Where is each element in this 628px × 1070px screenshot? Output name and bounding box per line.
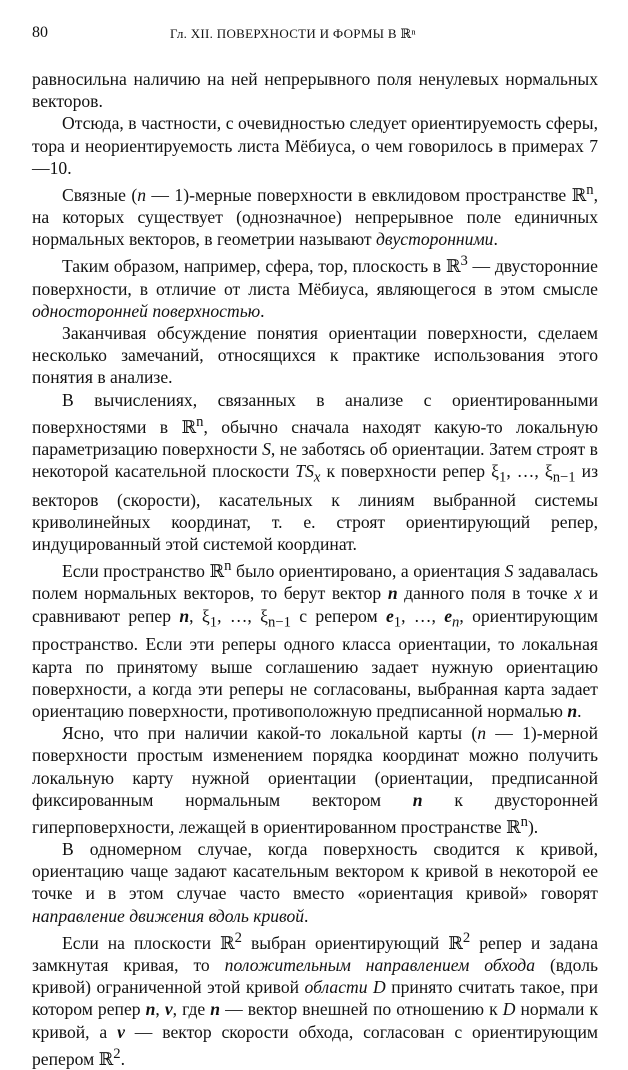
text-span: Заканчивая обсуждение понятия ориентации поверхности, сделаем несколько замечаний, относящихся к практике использования этого понятия в анализе. (32, 322, 598, 388)
text-span: S (504, 561, 514, 582)
paragraph (32, 250, 598, 321)
text-span: В одномерном случае, когда поверхность сводится к кривой, ориентацию чаще задают касательным вектором к кривой в некоторой ее точке и в этом случае часто вместо «ориентация кривой» говорят (32, 839, 598, 904)
text-span: Связные ( (62, 184, 138, 205)
text-span: — вектор внешней по отношению к (220, 999, 503, 1020)
text-span: , (155, 999, 165, 1020)
text-span: , не заботясь об ориентации. Затем строят в некоторой касательной плоскости (32, 438, 598, 482)
running-head: Гл. XII. ПОВЕРХНОСТИ И ФОРМЫ В ℝⁿ (170, 26, 416, 41)
text-span: с репером (290, 605, 386, 626)
text-span: Если на плоскости ℝ (62, 932, 235, 953)
text-span: 2 (113, 1045, 121, 1062)
text-span: В вычислениях, связанных в анализе с ориентированными поверхностями в ℝ (32, 389, 598, 437)
text-span: n (387, 583, 398, 604)
text-span: двусторонними (375, 229, 494, 250)
text-span: направление движения вдоль кривой (32, 905, 305, 926)
text-span: e (444, 605, 453, 626)
page-header (32, 24, 598, 44)
text-span: Таким образом, например, сфера, тор, плоскость в ℝ (62, 256, 461, 277)
text-span: D (502, 999, 516, 1020)
text-span: n (224, 558, 232, 575)
text-span: области D (304, 977, 386, 998)
text-span: равносильна наличию на ней непрерывного поля ненулевых нормальных векторов. (32, 69, 598, 112)
body-text (32, 68, 598, 1070)
text-span: n (567, 700, 578, 721)
text-span: n−1 (268, 614, 291, 631)
text-span: n (196, 413, 204, 430)
text-span: n (179, 605, 190, 626)
paragraph (32, 322, 598, 389)
text-span: Ясно, что при наличии какой-то локальной карты ( (62, 723, 478, 744)
text-span: принято считать такое, при котором репер (32, 977, 598, 1020)
text-span: n (210, 999, 221, 1020)
text-span: положительным направлением обхода (224, 954, 536, 975)
paragraph (32, 389, 598, 556)
text-span: , обычно сначала находят какую-то локальную параметризацию поверхности (32, 416, 598, 459)
text-span: — 1)-мерные поверхности в евклидовом пространстве ℝ (145, 184, 587, 205)
text-span: , где (172, 999, 211, 1020)
paragraph (32, 927, 598, 1070)
text-span: репер и задана замкнутая кривая, то (32, 932, 599, 975)
text-span: из векторов (скорости), касательных к линиям выбранной системы криволинейных координат, т. е. строят ориентирующий репер, индуцированный этой системой координат. (32, 461, 599, 555)
text-span: 1 (499, 469, 507, 486)
text-span: n (145, 999, 156, 1020)
paragraph (32, 838, 598, 927)
text-span: односторонней поверхностью (32, 300, 261, 321)
text-span: x (313, 469, 321, 486)
text-span: 2 (234, 929, 242, 946)
text-span: n (137, 184, 146, 205)
text-span: к поверхности репер ξ (320, 461, 500, 482)
paragraph (32, 722, 598, 838)
text-span: v (117, 1021, 125, 1042)
text-span: , …, ξ (217, 605, 268, 626)
text-span: Если пространство ℝ (62, 561, 225, 582)
text-span: , на которых существует (однозначное) непрерывное поле единичных нормальных векторов, в геометрии называют (32, 184, 598, 250)
paragraph (32, 555, 598, 722)
text-span: выбран ориентирующий ℝ (241, 932, 463, 953)
text-span: n (586, 182, 594, 199)
text-span: . (493, 229, 498, 250)
text-span: e (385, 605, 394, 626)
paragraph (32, 112, 598, 179)
text-span: — вектор скорости обхода, согласован с ориентирующим репером ℝ (32, 1021, 598, 1069)
text-span: S (262, 438, 271, 459)
text-span: Отсюда, в частности, с очевидностью следует ориентируемость сферы, тора и неориентируемость листа Мёбиуса, о чем говорилось в примерах 7—10. (32, 113, 598, 178)
text-span: , ξ (189, 605, 210, 626)
text-span: , …, (401, 605, 445, 626)
text-span: и сравнивают репер (32, 583, 598, 626)
text-span: 3 (460, 253, 468, 270)
text-span: n (477, 723, 487, 744)
text-span: было ориентировано, а ориентация (231, 561, 505, 582)
text-span: n (452, 614, 460, 631)
text-span: задавалась полем нормальных векторов, то берут вектор (32, 561, 598, 604)
text-span: . (260, 300, 265, 321)
text-span: v (164, 999, 173, 1020)
text-span: 1 (209, 614, 218, 631)
text-span: x (574, 583, 582, 604)
text-span: . (304, 905, 309, 926)
text-span: n (520, 813, 528, 830)
paragraph (32, 179, 598, 250)
page-number: 80 (32, 24, 48, 41)
text-span: (вдоль кривой) ограниченной этой кривой (32, 954, 598, 998)
text-span: , ориентирующим пространство. Если эти реперы одного класса ориентации, то локальная карта по принятому выше соглашению задает нужную ориентацию поверхности, а когда эти реперы не согласованы, выбранная карта задает ориентацию поверхности, противоположную предписанной нормалью (32, 605, 599, 721)
text-span: нормали к кривой, а (32, 999, 598, 1042)
text-span: , …, ξ (506, 461, 553, 482)
text-span: — 1)-мерной поверхности простым изменением порядка координат можно получить локальную карту нужной ориентации (ориентации, предписанной фиксированным нормальным вектором (32, 723, 598, 810)
text-span: . (120, 1048, 125, 1069)
text-span: n (412, 789, 423, 810)
text-span: . (577, 700, 582, 721)
text-span: 1 (393, 614, 402, 631)
text-span: ). (527, 816, 539, 837)
text-span: 2 (462, 929, 471, 946)
text-span: к двусторонней гиперповерхности, лежащей в ориентированном пространстве ℝ (32, 789, 598, 837)
paragraph (32, 68, 598, 112)
text-span: TS (295, 461, 314, 482)
text-span: — двусторонние поверхности, в отличие от листа Мёбиуса, являющегося в этом смысле (32, 256, 598, 299)
text-span: данного поля в точке (397, 583, 575, 604)
text-span: n−1 (552, 469, 576, 486)
